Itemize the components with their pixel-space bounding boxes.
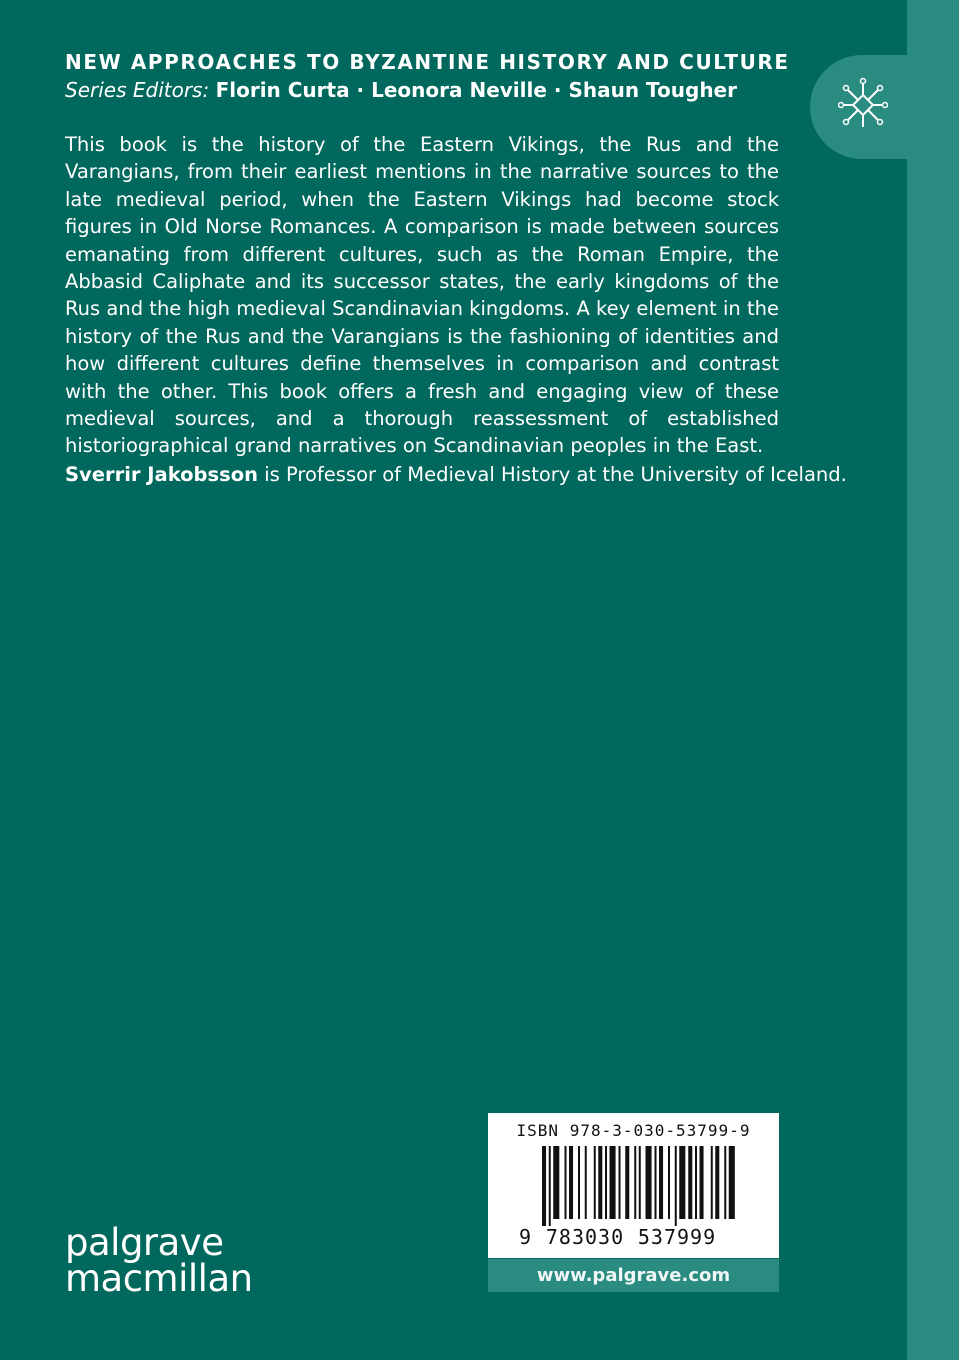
barcode-bar (711, 1146, 713, 1219)
barcode-bar (553, 1146, 559, 1219)
publisher-website[interactable]: www.palgrave.com (488, 1259, 779, 1292)
isbn-barcode (488, 1113, 779, 1258)
barcode-bar (715, 1146, 719, 1219)
barcode-bar (634, 1146, 636, 1219)
barcode-bar (565, 1146, 567, 1219)
barcode-bar (659, 1146, 663, 1219)
spine-strip (907, 0, 959, 1360)
barcode-bar (625, 1146, 629, 1219)
barcode-bar (729, 1146, 735, 1219)
barcode-bar (542, 1146, 546, 1226)
publisher-name-line1: palgrave (65, 1221, 224, 1264)
barcode-bar (549, 1146, 551, 1226)
barcode-bar (668, 1146, 670, 1219)
barcode-bar (688, 1146, 692, 1219)
barcode-bars (488, 1113, 779, 1258)
barcode-bar (585, 1146, 587, 1219)
barcode-digits-right: 537999 (637, 1225, 717, 1249)
barcode-bar (639, 1146, 641, 1219)
barcode-bar (569, 1146, 573, 1219)
barcode-digits-left: 783030 (545, 1225, 625, 1249)
author-bio (65, 461, 847, 488)
barcode-bar (619, 1146, 621, 1219)
author-bio-text: is Professor of Medieval History at the University of Iceland. (258, 463, 847, 486)
series-editors-label: Series Editors: (65, 78, 210, 102)
barcode-bar (655, 1146, 657, 1219)
series-editors-names: Florin Curta · Leonora Neville · Shaun Tougher (215, 78, 737, 102)
barcode-bar (605, 1146, 607, 1219)
series-title: NEW APPROACHES TO BYZANTINE HISTORY AND CULTURE (65, 50, 790, 74)
series-editors (65, 78, 825, 102)
publisher-wordmark (65, 1221, 253, 1300)
author-name: Sverrir Jakobsson (65, 463, 259, 486)
barcode-bar (675, 1146, 677, 1226)
isbn-label: ISBN 978-3-030-53799-9 (516, 1121, 751, 1140)
barcode-digit-first: 9 (518, 1225, 532, 1249)
barcode-bar (695, 1146, 697, 1219)
publisher-name-line2: macmillan (65, 1257, 253, 1300)
barcode-bar (578, 1146, 580, 1219)
network-node-icon (838, 75, 888, 137)
barcode-bar (700, 1146, 704, 1219)
publisher-logo-tab (810, 55, 910, 159)
barcode-bar (679, 1146, 685, 1219)
book-description: This book is the history of the Eastern Vikings, the Rus and the Varangians, from their earliest mentions in the narrative sources to the late medieval period, when the Eastern Vikings had become stock figures in Old Norse Romances. A comparison is made between sources emanating from different cultures, such as the Roman Empire, the Abbasid Caliphate and its successor states, the early kingdoms of the Rus and the high medieval Scandinavian kingdoms. A key element in the history of the Rus and the Varangians is the fashioning of identities and how different cultures define themselves in comparison and contrast with the other. This book offers a fresh and engaging view of these medieval sources, and a thorough reassessment of established historiographical grand narratives on Scandinavian peoples in the East. (65, 133, 779, 458)
barcode-bar (724, 1146, 726, 1219)
barcode-bar (598, 1146, 602, 1219)
barcode-bar (610, 1146, 616, 1219)
barcode-bar (594, 1146, 596, 1219)
barcode-bar (646, 1146, 652, 1219)
